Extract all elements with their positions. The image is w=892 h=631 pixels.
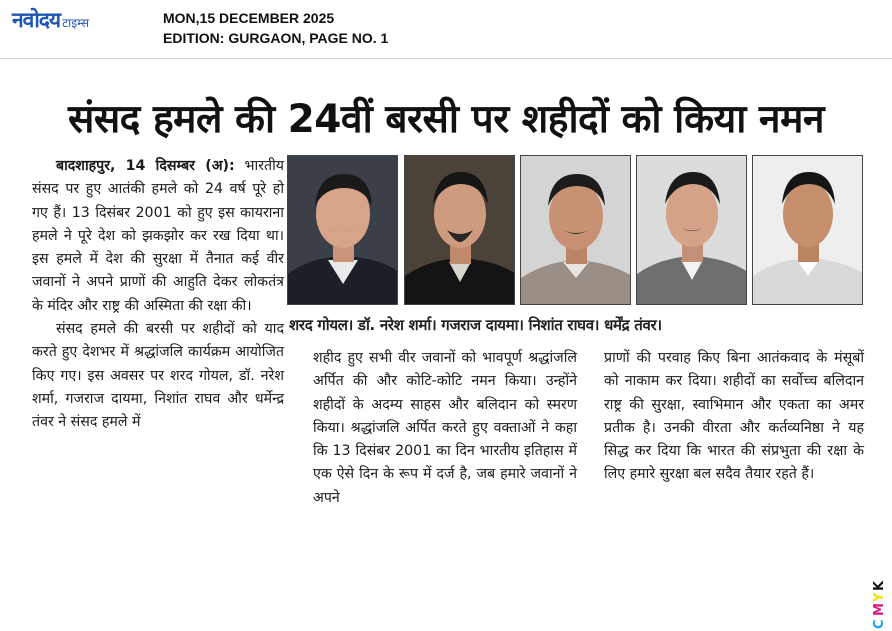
article-column-1 [32, 155, 284, 435]
edition-info [163, 8, 388, 48]
page-header [0, 0, 892, 59]
paragraph-1: भारतीय संसद पर हुए आतंकी हमले को 24 वर्ष पूरे हो गए हैं। 13 दिसंबर 2001 को हुए इस कायराना हमले ने पूरे देश को झकझोर कर रख दिया था। इस हमले में देश की सुरक्षा में तैनात कई वीर जवानों ने अपने प्राणों की आहुति देकर लोकतंत्र के मंदिर और राष्ट्र की अस्मिता की रक्षा की। [32, 158, 284, 314]
portrait-sharad-goyal [287, 155, 398, 305]
photo-captions: शरद गोयल। डॉ. नरेश शर्मा। गजराज दायमा। निशांत राघव। धर्मेंद्र तंवर। [289, 316, 662, 334]
paragraph-3: शहीद हुए सभी वीर जवानों को भावपूर्ण श्रद्धांजलि अर्पित की और कोटि-कोटि नमन किया। उन्होंने शहीदों के अदम्य साहस और बलिदान को स्मरण किया। श्रद्धांजलि अर्पित करते हुए वक्ताओं ने कहा कि 13 दिसंबर 2001 का दिन भारतीय इतिहास में एक ऐसे दिन के रूप में दर्ज है, जब हमारे जवानों ने अपने [313, 350, 577, 506]
article-column-3 [604, 347, 864, 487]
cmyk-letter-c: C [872, 619, 887, 629]
portrait-dharmendra-tanwar [752, 155, 863, 305]
logo-main-text: नवोदय [12, 8, 61, 32]
paragraph-2: संसद हमले की बरसी पर शहीदों को याद करते हुए देशभर में श्रद्धांजलि कार्यक्रम आयोजित किए गए। इस अवसर पर शरद गोयल, डॉ. नरेश शर्मा, गजराज दायमा, निशांत राघव और धर्मेन्द्र तंवर ने संसद हमले में [32, 321, 284, 431]
cmyk-letter-m: M [872, 603, 887, 616]
article-headline: संसद हमले की 24वीं बरसी पर शहीदों को किया नमन [67, 97, 825, 142]
portrait-naresh-sharma [404, 155, 515, 305]
portrait-gajraj-dayma [520, 155, 631, 305]
issue-date: MON,15 DECEMBER 2025 [163, 10, 335, 26]
edition-page: EDITION: GURGAON, PAGE NO. 1 [163, 30, 389, 46]
paragraph-4: प्राणों की परवाह किए बिना आतंकवाद के मंसूबों को नाकाम कर दिया। शहीदों का सर्वोच्च बलिदान राष्ट्र की सुरक्षा, स्वाभिमान और एकता का अमर प्रतीक है। उनकी वीरता और कर्तव्यनिष्ठा ने यह सिद्ध कर दिया कि भारत की संप्रभुता की रक्षा के लिए हमारे सुरक्षा बल सदैव तैयार रहते हैं। [604, 350, 864, 483]
cmyk-letter-y: Y [872, 592, 887, 602]
newspaper-logo[interactable] [12, 8, 89, 32]
cmyk-print-mark [869, 575, 887, 631]
article-column-2 [313, 347, 577, 510]
portrait-nishant-raghav [636, 155, 747, 305]
cmyk-letter-k: K [872, 580, 887, 591]
logo-sub-text: टाइम्स [62, 16, 90, 30]
article-dateline: बादशाहपुर, 14 दिसम्बर (अ): [56, 158, 235, 174]
